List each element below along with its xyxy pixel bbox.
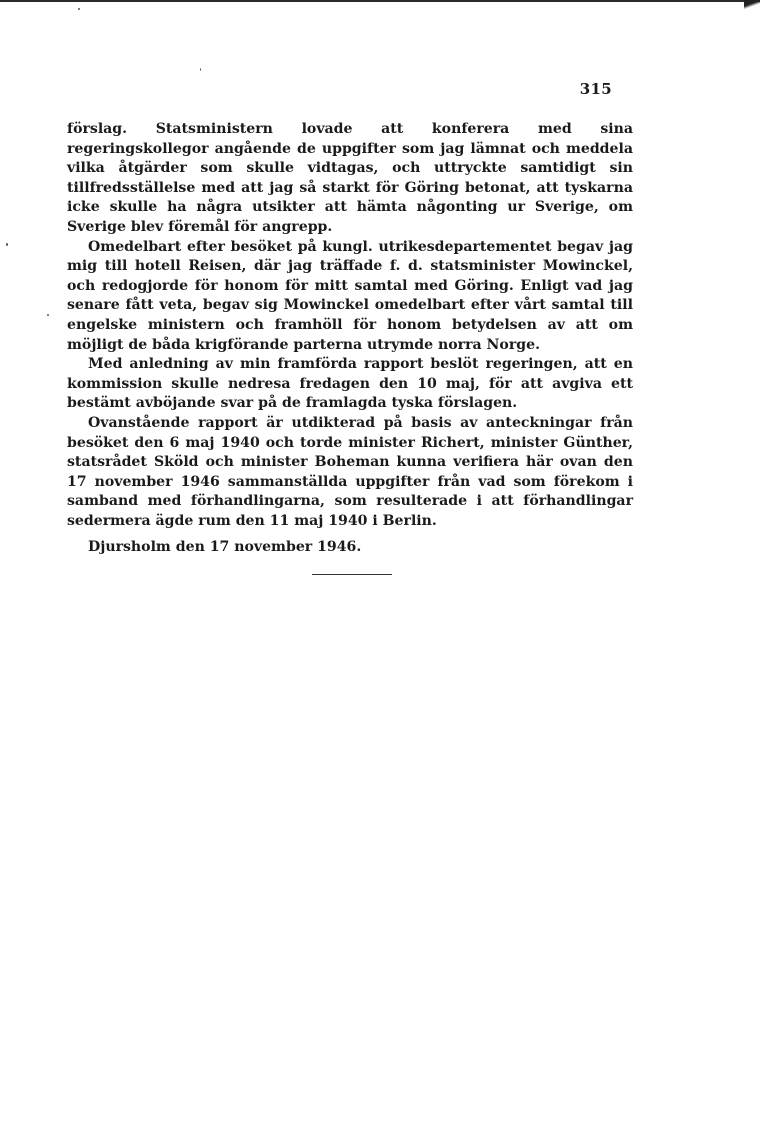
closing-rule (312, 574, 392, 575)
scan-edge-corner (744, 0, 760, 10)
scan-speck (6, 243, 8, 246)
paragraph: Ovanstående rapport är utdikterad på basis av anteckningar från besöket den 6 maj 1940 och torde minister Richert, minister Günther, statsrådet Sköld och minister Boheman kunna verifiera här ovan den 17 november 1946 sammanställda uppgifter från vad som förekom i samband med förhandlingarna, som resulterade i att förhandlingar sedermera ägde rum den 11 maj 1940 i Berlin. (67, 414, 633, 529)
paragraph: Med anledning av min framförda rapport beslöt regeringen, att en kommission skulle nedresa fredagen den 10 maj, för att avgiva ett bestämt avböjande svar på de framlagda tyska förslagen. (67, 356, 633, 412)
page-number: 315 (579, 80, 612, 98)
paragraph: förslag. Statsministern lovade att konferera med sina regeringskollegor angående de uppgifter som jag lämnat och meddela vilka åtgärder som skulle vidtagas, och uttryckte samtidigt sin tillfredsställelse med att jag så starkt för Göring betonat, att tyskarna icke skulle ha några utsikter att hämta någonting ur Sverige, om Sverige blev föremål för angrepp. (67, 121, 633, 235)
scan-edge-top (0, 0, 760, 2)
scan-speck (200, 68, 201, 71)
paragraph: Omedelbart efter besöket på kungl. utrikesdepartementet begav jag mig till hotell Reisen, där jag träffade f. d. statsminister Mowinckel, och redogjorde för honom för mitt samtal med Göring. Enligt vad jag senare fått veta, begav sig Mowinckel omedelbart efter vårt samtal till engelske ministern och framhöll för honom betydelsen av att om möjligt de båda krigförande parterna utrymde norra Norge. (67, 238, 633, 353)
scan-speck (78, 8, 80, 10)
scan-speck (47, 314, 49, 316)
signature-line: Djursholm den 17 november 1946. (88, 539, 362, 556)
body-text (67, 120, 633, 558)
